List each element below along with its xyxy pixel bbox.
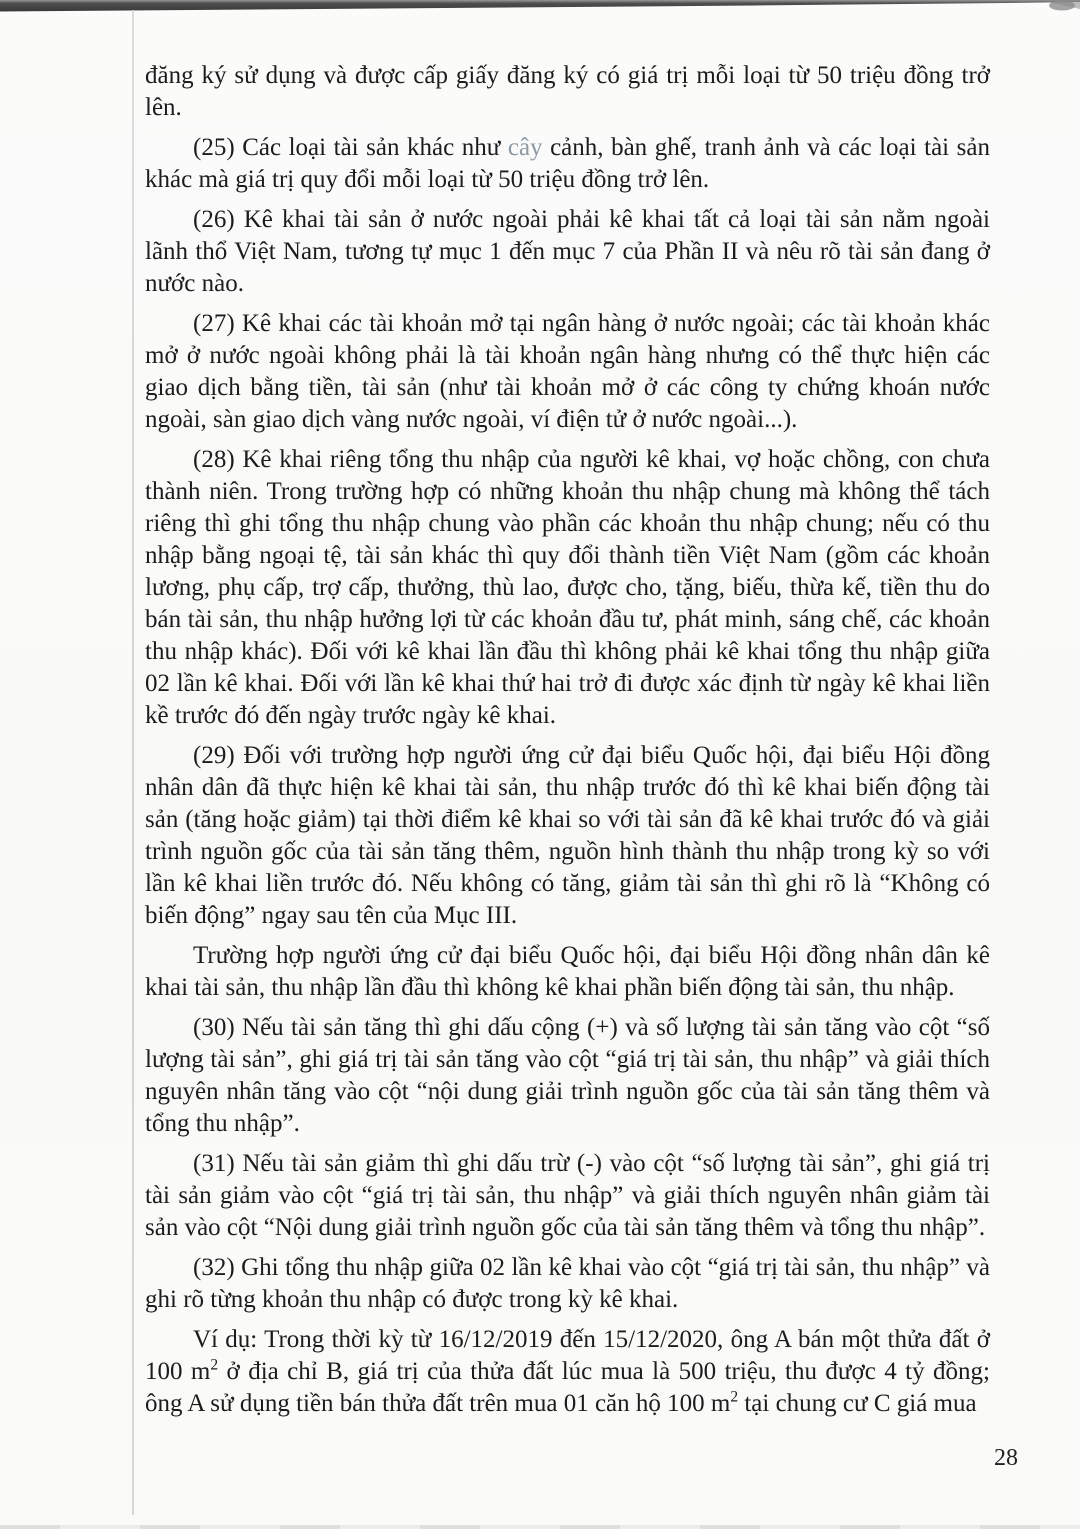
- fold-line-artifact: [132, 10, 134, 1515]
- paragraph-28: (28) Kê khai riêng tổng thu nhập của người kê khai, vợ hoặc chồng, con chưa thành niên. Trong trường hợp có những khoản thu nhập chung mà không thể tách riêng thì ghi tổng thu nhập chung vào phần các khoản thu nhập chung; nếu có thu nhập bằng ngoại tệ, tài sản khác thì quy đổi thành tiền Việt Nam (gồm các khoản lương, phụ cấp, trợ cấp, thưởng, thù lao, được cho, tặng, biếu, thừa kế, tiền thu do bán tài sản, thu nhập hưởng lợi từ các khoản đầu tư, phát minh, sáng chế, các khoản thu nhập khác). Đối với kê khai lần đầu thì không phải kê khai tổng thu nhập giữa 02 lần kê khai. Đối với lần kê khai thứ hai trở đi được xác định từ ngày kê khai liền kề trước đó đến ngày trước ngày kê khai.: [145, 446, 990, 729]
- document-body: [145, 60, 990, 1428]
- paragraph-example: [145, 1324, 990, 1420]
- paragraph-25-faded-word: cây: [507, 134, 543, 161]
- paragraph-31: (31) Nếu tài sản giảm thì ghi dấu trừ (-) vào cột “số lượng tài sản”, ghi giá trị tài sản giảm vào cột “giá trị tài sản, thu nhập” và giải thích nguyên nhân giảm tài sản vào cột “Nội dung giải trình nguồn gốc của tài sản tăng thêm và tổng thu nhập”.: [145, 1150, 990, 1241]
- paragraph-32: (32) Ghi tổng thu nhập giữa 02 lần kê khai vào cột “giá trị tài sản, thu nhập” và ghi rõ từng khoản thu nhập có được trong kỳ kê khai.: [145, 1254, 990, 1313]
- paragraph-26: (26) Kê khai tài sản ở nước ngoài phải kê khai tất cả loại tài sản nằm ngoài lãnh thổ Việt Nam, tương tự mục 1 đến mục 7 của Phần II và nêu rõ tài sản đang ở nước nào.: [145, 206, 990, 297]
- example-part-2: ở địa chỉ B, giá trị của thửa đất lúc mua là 500 triệu, thu được 4 tỷ đồng; ông A sử dụng tiền bán thửa đất trên mua 01 căn hộ 100 m: [145, 1358, 990, 1417]
- scan-edge-shape: [0, 0, 1080, 16]
- example-superscript-2: 2: [730, 1388, 739, 1406]
- top-scan-edge-artifact: [0, 0, 1080, 16]
- example-part-3: tại chung cư C giá mua: [738, 1390, 977, 1417]
- bottom-scan-edge-artifact: [0, 1525, 1080, 1529]
- page-number: 28: [994, 1445, 1018, 1471]
- paragraph-continuation: đăng ký sử dụng và được cấp giấy đăng ký có giá trị mỗi loại từ 50 triệu đồng trở lên.: [145, 62, 990, 121]
- paragraph-30: (30) Nếu tài sản tăng thì ghi dấu cộng (+) và số lượng tài sản tăng vào cột “số lượng tài sản”, ghi giá trị tài sản tăng vào cột “giá trị tài sản, thu nhập” và giải thích nguyên nhân tăng vào cột “nội dung giải trình nguồn gốc của tài sản tăng thêm và tổng thu nhập”.: [145, 1014, 990, 1137]
- example-part-1: Ví dụ: Trong thời kỳ từ 16/12/2019 đến 15/12/2020, ông A bán một thửa đất ở 100 m: [145, 1326, 990, 1385]
- paragraph-27: (27) Kê khai các tài khoản mở tại ngân hàng ở nước ngoài; các tài khoản khác mở ở nước ngoài không phải là tài khoản ngân hàng nhưng có thể thực hiện các giao dịch bằng tiền, tài sản (như tài khoản mở ở các công ty chứng khoán nước ngoài, sàn giao dịch vàng nước ngoài, ví điện tử ở nước ngoài...).: [145, 310, 990, 433]
- paragraph-29: (29) Đối với trường hợp người ứng cử đại biểu Quốc hội, đại biểu Hội đồng nhân dân đã thực hiện kê khai tài sản, thu nhập trước đó thì kê khai biến động tài sản (tăng hoặc giảm) tại thời điểm kê khai so với tài sản đã kê khai trước đó và giải trình nguồn gốc của tài sản tăng thêm, nguồn hình thành thu nhập trong kỳ so với lần kê khai liền trước đó. Nếu không có tăng, giảm tài sản thì ghi rõ là “Không có biến động” ngay sau tên của Mục III.: [145, 742, 990, 929]
- paragraph-25: [145, 132, 990, 196]
- paragraph-25-post: cảnh, bàn ghế, tranh ảnh và các loại tài sản khác mà giá trị quy đổi mỗi loại từ 50 triệu đồng trở lên.: [145, 134, 990, 193]
- example-superscript-1: 2: [210, 1356, 219, 1374]
- paragraph-25-pre: (25) Các loại tài sản khác như: [193, 134, 508, 161]
- paragraph-29-continued: Trường hợp người ứng cử đại biểu Quốc hội, đại biểu Hội đồng nhân dân kê khai tài sản, thu nhập lần đầu thì không kê khai phần biến động tài sản, thu nhập.: [145, 942, 990, 1001]
